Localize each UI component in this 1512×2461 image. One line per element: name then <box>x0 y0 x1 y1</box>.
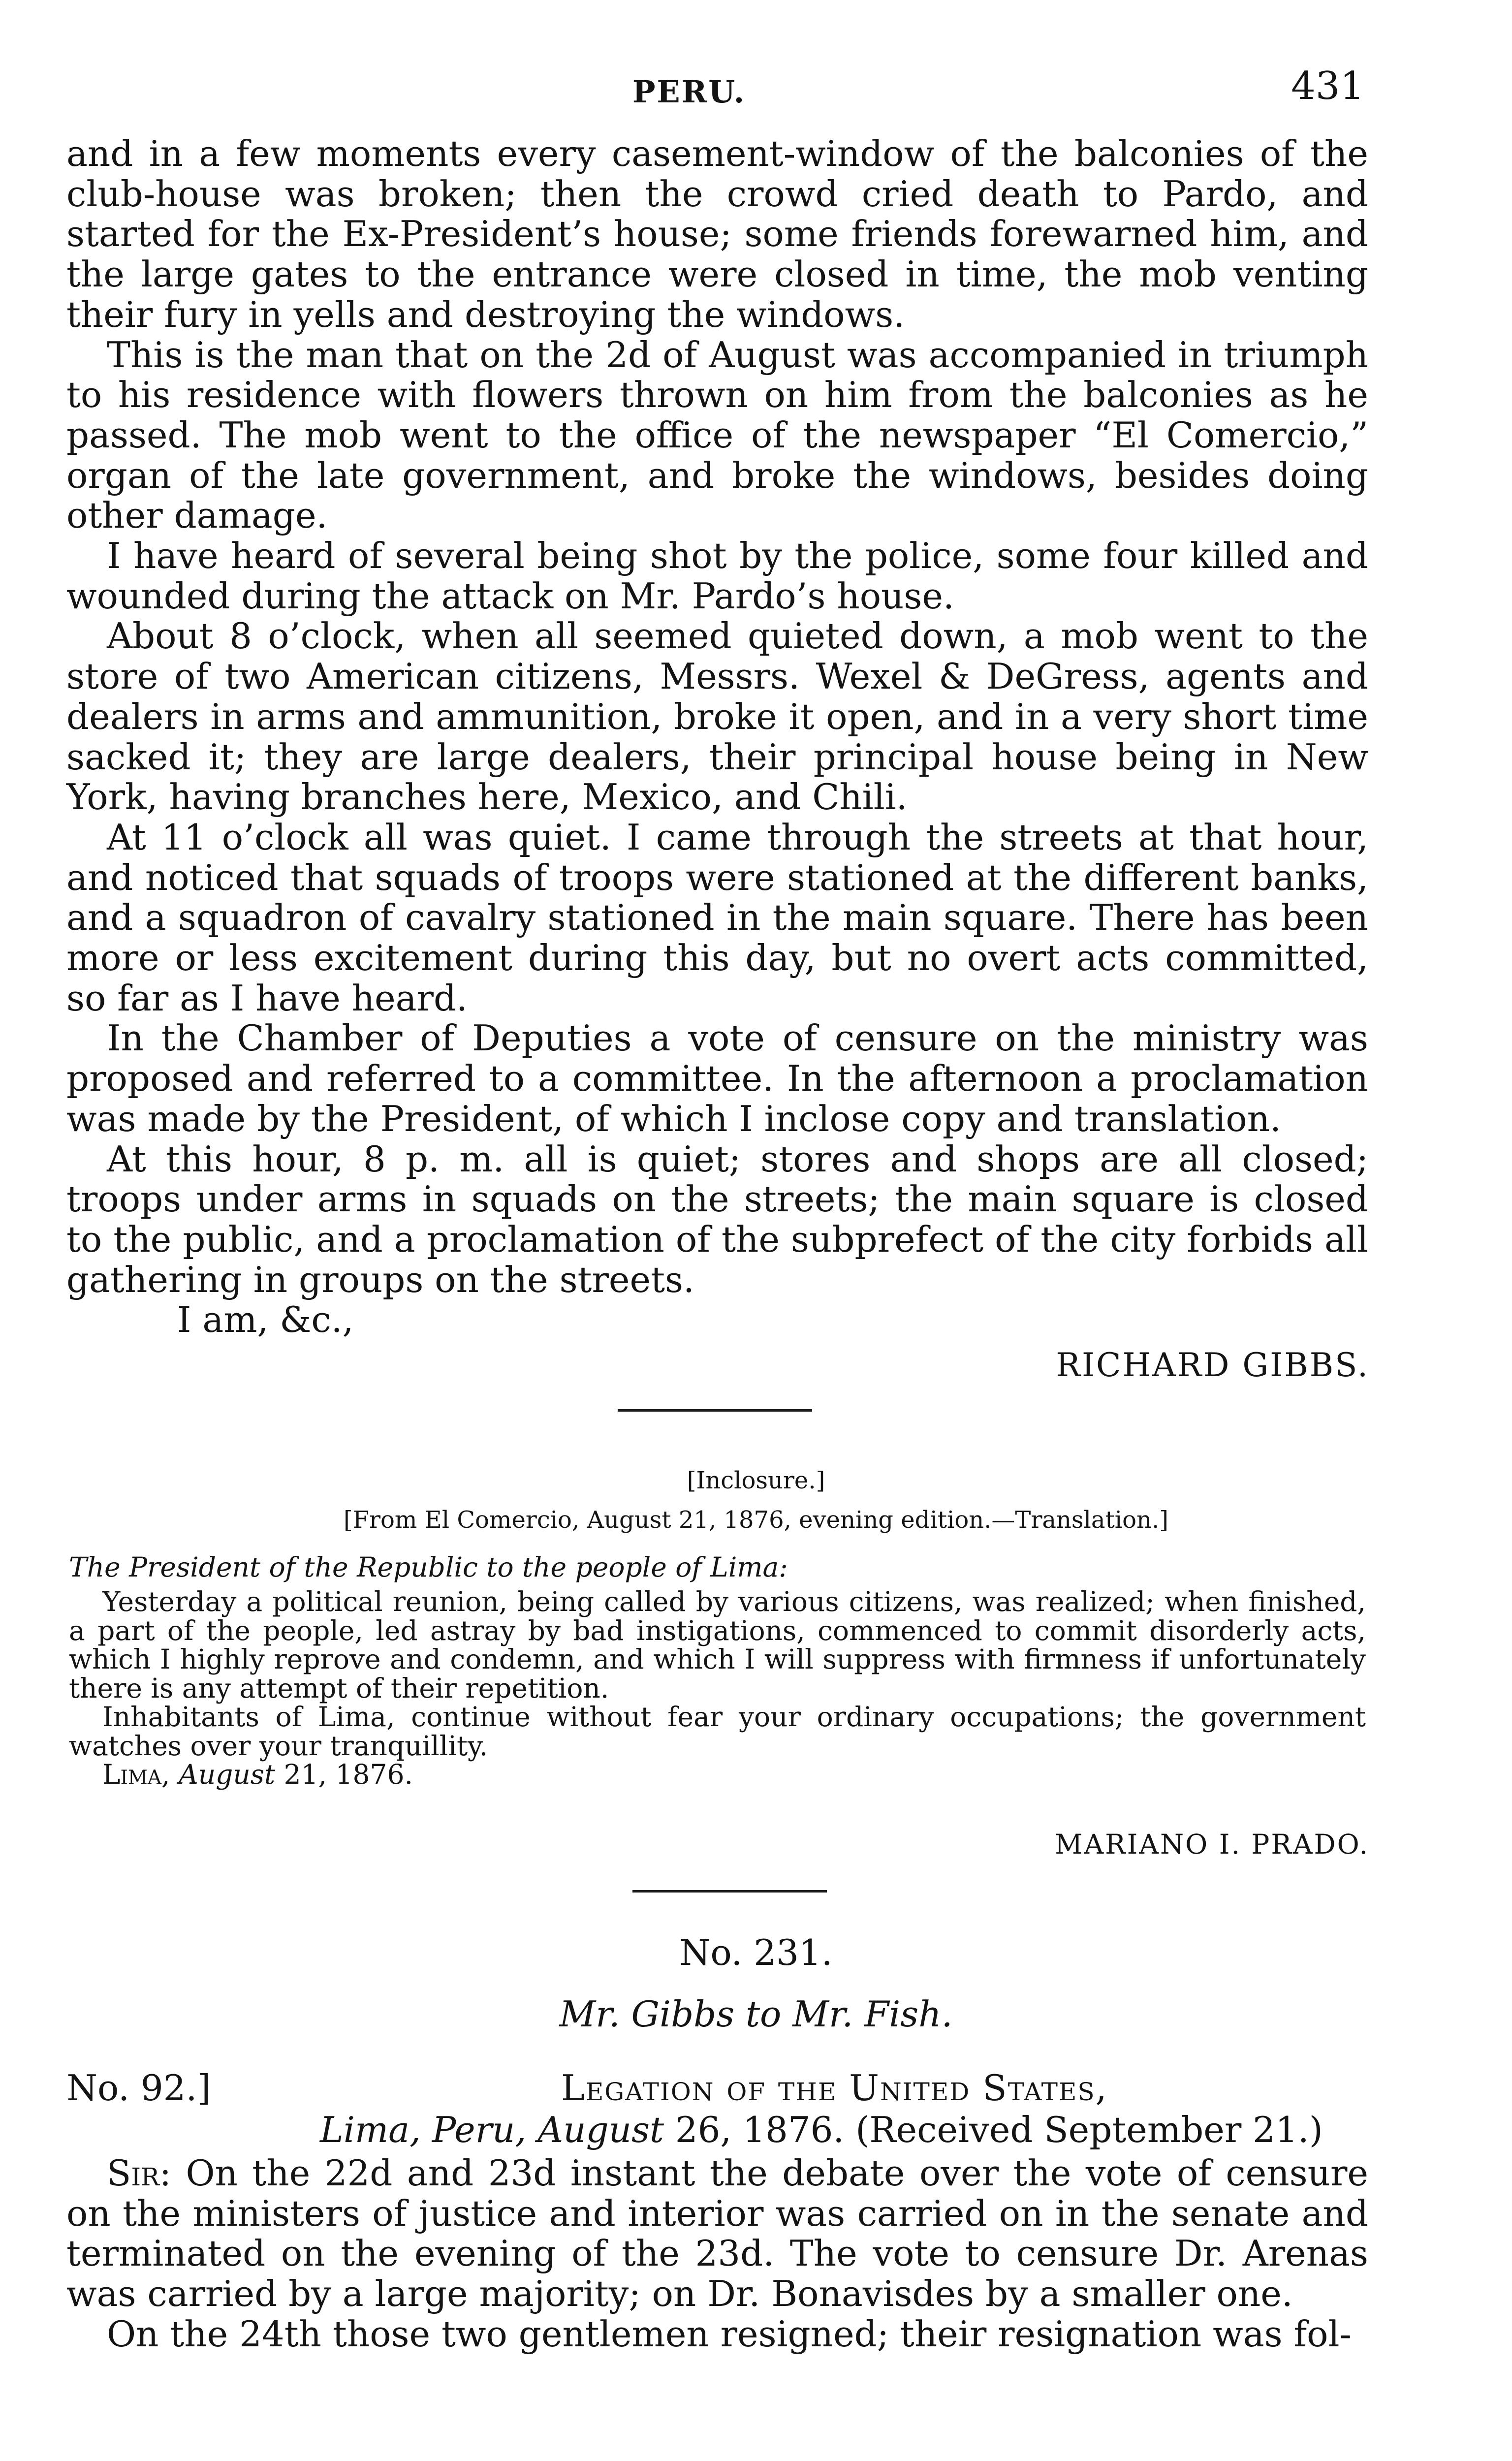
dateline <box>320 2109 1323 2150</box>
dispatch-number: No. 92.] <box>66 2067 211 2109</box>
date-place: Lima, <box>102 1759 170 1790</box>
date-rest: 26, 1876. (Received September 21.) <box>663 2109 1323 2150</box>
letter-body <box>66 134 1368 1340</box>
paragraph <box>66 2153 1368 2314</box>
paragraph: At 11 o’clock all was quiet. I came through the streets at that hour, and noticed that squads of troops were stationed at the different banks, and a squadron of cavalry stationed in the main square. There has been more or less excitement during this day, but no overt acts committed, so far as I have heard. <box>66 816 1368 1019</box>
date-month: August <box>537 2109 664 2150</box>
closing-line: I am, &c., <box>177 1299 354 1341</box>
paragraph-text: On the 22d and 23d instant the debate over the vote of censure on the ministers of justice and interior was carried on in the senate and terminated on the evening of the 23d. The vote to censure Dr. Arenas was carried by a large majority; on Dr. Bonavisdes by a smaller one. <box>66 2152 1368 2315</box>
section-divider <box>632 1890 827 1893</box>
document-number: No. 231. <box>679 1932 833 1973</box>
signature-gibbs: RICHARD GIBBS. <box>1056 1346 1369 1384</box>
date-rest: 21, 1876. <box>275 1759 413 1790</box>
page-number: 431 <box>1291 64 1364 108</box>
letter-body <box>66 2153 1368 2355</box>
legation-line: Legation of the United States, <box>561 2067 1108 2109</box>
document-heading: Mr. Gibbs to Mr. Fish. <box>559 1993 953 2035</box>
running-head: PERU. <box>632 74 746 110</box>
proclamation-address: The President of the Republic to the people of Lima: <box>69 1551 788 1583</box>
paragraph: This is the man that on the 2d of August was accompanied in triumph to his residence with flowers thrown on him from the balconies as he passed. The mob went to the office of the newspaper “El Comercio,” organ of the late government, and broke the windows, besides doing other damage. <box>66 334 1368 536</box>
paragraph: In the Chamber of Deputies a vote of censure on the ministry was proposed and referred to a committee. In the afternoon a proclamation was made by the President, of which I inclose copy and translation. <box>66 1017 1368 1139</box>
paragraph: On the 24th those two gentlemen resigned; their resignation was fol- <box>107 2313 1352 2355</box>
proclamation-date <box>69 1760 1366 1789</box>
salutation: Sir: <box>107 2152 171 2194</box>
paragraph: I have heard of several being shot by the police, some four killed and wounded during the attack on Mr. Pardo’s house. <box>66 535 1368 617</box>
paragraph: Inhabitants of Lima, continue without fear your ordinary occupations; the government watches over your tranquillity. <box>69 1701 1366 1762</box>
inclosure-label: [Inclosure.] <box>687 1467 825 1494</box>
date-place: Lima, Peru, <box>320 2109 527 2150</box>
date-month: August <box>179 1759 276 1790</box>
paragraph: About 8 o’clock, when all seemed quieted down, a mob went to the store of two American citizens, Messrs. Wexel & DeGress, agents and dealers in arms and ammunition, broke it open, and in a very short time sacked it; they are large dealers, their principal house being in New York, having branches here, Mexico, and Chili. <box>66 615 1368 818</box>
source-note: [From El Comercio, August 21, 1876, evening edition.—Translation.] <box>344 1506 1168 1534</box>
paragraph: At this hour, 8 p. m. all is quiet; stores and shops are all closed; troops under arms in squads on the streets; the main square is closed to the public, and a proclamation of the subprefect of the city forbids all gathering in groups on the streets. <box>66 1138 1368 1300</box>
section-divider <box>618 1409 812 1412</box>
signature-prado: MARIANO I. PRADO. <box>1055 1829 1369 1860</box>
paragraph: Yesterday a political reunion, being called by various citizens, was realized; when finished, a part of the people, led astray by bad instigations, commenced to commit disorderly acts, which I highly reprove and condemn, and which I will suppress with firmness if unfortunately there is any attempt of their repetition. <box>69 1586 1366 1704</box>
paragraph: and in a few moments every casement-window of the balconies of the club-house was broken; then the crowd cried death to Pardo, and started for the Ex-President’s house; some friends forewarned him, and the large gates to the entrance were closed in time, the mob venting their fury in yells and destroying the windows. <box>66 133 1368 335</box>
proclamation-body <box>69 1587 1366 1789</box>
